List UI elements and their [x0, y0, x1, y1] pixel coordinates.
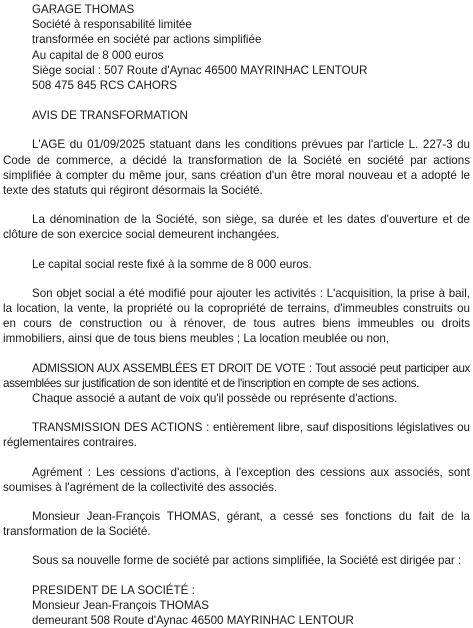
paragraph-objet: Son objet social a été modifié pour ajouter les activités : L'acquisition, la prise à bail, la location, la vente, la propriété ou la copropriété de terrains, d'immeubles construits ou en cours de construction ou à rénover, de tous autres biens immeubles ou droits immobiliers, ainsi que de tous biens meubles ; La location meublée ou non, [3, 286, 470, 346]
notice-title: AVIS DE TRANSFORMATION [32, 109, 188, 123]
legal-form-line: Société à responsabilité limitée [32, 18, 192, 32]
company-header [3, 2, 470, 93]
paragraph-denomination: La dénomination de la Société, son siège, sa durée et les dates d'ouverture et de clôture de son exercice social demeurent inchangées. [3, 213, 470, 242]
paragraph-capital: Le capital social reste fixé à la somme de 8 000 euros. [32, 257, 312, 271]
paragraph-direction: Sous sa nouvelle forme de société par actions simplifiée, la Société est dirigée par : [32, 554, 462, 568]
paragraph-age: L'AGE du 01/09/2025 statuant dans les conditions prévues par l'article L. 227-3 du Code de commerce, a décidé la transformation de la Société en société par actions simplifiée à compter du même jour, sans création d'un être moral nouveau et a adopté le texte des statuts qui régiront désormais la Société. [3, 138, 470, 198]
president-name: Monsieur Jean-François THOMAS [32, 598, 209, 612]
president-block [3, 583, 470, 628]
share-capital-line: Au capital de 8 000 euros [32, 48, 164, 62]
paragraph-voix: Chaque associé a autant de voix qu'il possède ou représente d'actions. [32, 392, 398, 406]
paragraph-admission: ADMISSION AUX ASSEMBLÉES ET DROIT DE VOTE : Tout associé peut participer aux assemblées sur justification de son identité et de l'inscription en compte de ses actions. [3, 361, 470, 390]
registered-office-line: Siège social : 507 Route d'Aynac 46500 MAYRINHAC LENTOUR [32, 63, 368, 77]
paragraph-agrement: Agrément : Les cessions d'actions, à l'exception des cessions aux associés, sont soumises à l'agrément de la collectivité des associés. [3, 465, 470, 494]
company-name: GARAGE THOMAS [32, 3, 135, 16]
transformation-line: transformée en société par actions simplifiée [32, 33, 262, 47]
rcs-line: 508 475 845 RCS CAHORS [32, 79, 177, 93]
president-address: demeurant 508 Route d'Aynac 46500 MAYRINHAC LENTOUR [32, 614, 354, 628]
paragraph-gerant: Monsieur Jean-François THOMAS, gérant, a cessé ses fonctions du fait de la transformation de la Société. [3, 510, 470, 539]
president-heading: PRESIDENT DE LA SOCIÉTÉ : [32, 583, 195, 597]
paragraph-transmission: TRANSMISSION DES ACTIONS : entièrement libre, sauf dispositions législatives ou réglementaires contraires. [3, 421, 470, 450]
